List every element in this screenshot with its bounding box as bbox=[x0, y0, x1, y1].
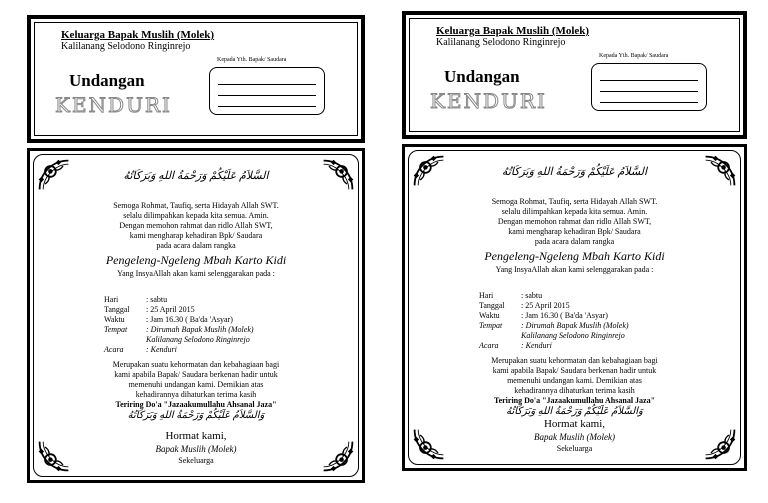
detail-label: Waktu bbox=[479, 311, 500, 320]
detail-row bbox=[479, 341, 552, 351]
recipient-address-box bbox=[209, 67, 325, 115]
event-name: Pengeleng-Ngeleng Mbah Karto Kidi bbox=[484, 249, 665, 263]
closing-line: Merupakan suatu kehormatan dan kebahagiaan bagi bbox=[112, 360, 280, 369]
detail-value: : Jam 16.30 ( Ba'da 'Asyar) bbox=[521, 311, 608, 320]
opening-line: Dengan memohon rahmat dan ridlo Allah SWT, bbox=[119, 221, 273, 230]
detail-value: : sabtu bbox=[521, 291, 543, 300]
opening-line: kami mengharap kehadiran Bpk/ Saudara bbox=[129, 231, 263, 240]
detail-label: Tanggal bbox=[104, 305, 130, 314]
recipient-label: Kepada Yth. Bapak/ Saudara bbox=[599, 53, 669, 59]
address-line bbox=[600, 102, 698, 103]
closing-line: kami apabila Bapak/ Saudara berkenan hadir untuk bbox=[492, 366, 657, 375]
detail-value: Kalilanang Selodono Ringinrejo bbox=[146, 335, 250, 344]
hormat-text: Hormat kami, bbox=[543, 418, 606, 430]
opening-line: pada acara dalam rangka bbox=[534, 237, 615, 246]
closing-line: memenuhi undangan kami. Demikian atas bbox=[507, 376, 642, 385]
envelope-card bbox=[402, 11, 747, 139]
envelope-subtitle: KENDURI bbox=[55, 93, 172, 117]
detail-row bbox=[104, 345, 177, 355]
detail-value: : sabtu bbox=[146, 295, 168, 304]
event-name: Pengeleng-Ngeleng Mbah Karto Kidi bbox=[105, 253, 287, 267]
sender-name: Bapak Muslih (Molek) bbox=[534, 432, 615, 442]
doa-text: Teriring Do'a "Jazaakumullahu Ahsanal Jaza" bbox=[493, 396, 656, 405]
sender-family-sign: Sekeluarga bbox=[556, 444, 593, 453]
wasalam-arabic: وَالسَّلاَمُ عَلَيْكُمْ وَرَحْمَةُ اللهِ وَبَرَكَاتُهُ bbox=[506, 406, 643, 417]
detail-row bbox=[479, 321, 629, 331]
invitation-inner-border bbox=[408, 150, 741, 465]
envelope-subtitle: KENDURI bbox=[430, 89, 547, 113]
closing-line: kami apabila Bapak/ Saudara berkenan hadir untuk bbox=[114, 370, 278, 379]
sender-family: Keluarga Bapak Muslih (Molek) bbox=[436, 25, 590, 37]
detail-value: : Dirumah Bapak Muslih (Molek) bbox=[146, 325, 254, 334]
detail-row bbox=[104, 315, 233, 325]
sender-name: Bapak Muslih (Molek) bbox=[155, 444, 237, 454]
detail-row bbox=[104, 295, 167, 305]
wasalam-arabic: وَالسَّلاَمُ عَلَيْكُمْ وَرَحْمَةُ اللهِ وَبَرَكَاتُهُ bbox=[127, 410, 265, 421]
detail-label: Acara bbox=[479, 341, 499, 350]
recipient-label: Kepada Yth. Bapak/ Saudara bbox=[217, 57, 287, 63]
opening-line: selalu dilimpahkan kepada kita semua. Amin. bbox=[123, 211, 269, 220]
invitation-inner-border bbox=[33, 154, 359, 477]
detail-label: Acara bbox=[104, 345, 124, 354]
detail-row bbox=[479, 301, 570, 311]
envelope-title: Undangan bbox=[69, 71, 145, 90]
address-line bbox=[600, 91, 698, 92]
closing-line: memenuhi undangan kami. Demikian atas bbox=[128, 380, 264, 389]
detail-value: Kalilanang Selodono Ringinrejo bbox=[521, 331, 625, 340]
held-text: Yang InsyaAllah akan kami selenggarakan pada : bbox=[117, 269, 275, 278]
doa-text: Teriring Do'a "Jazaakumullahu Ahsanal Jaza" bbox=[115, 400, 277, 409]
salam-arabic: السَّلاَمُ عَلَيْكُمْ وَرَحْمَةُ اللهِ وَبَرَكَاتُهُ bbox=[501, 166, 648, 178]
held-text: Yang InsyaAllah akan kami selenggarakan pada : bbox=[495, 265, 654, 274]
detail-row bbox=[479, 291, 542, 301]
invitation-card bbox=[27, 148, 365, 483]
opening-line: Dengan memohon rahmat dan ridlo Allah SWT, bbox=[497, 217, 652, 226]
detail-label: Tanggal bbox=[479, 301, 505, 310]
envelope-title: Undangan bbox=[444, 67, 520, 86]
address-line bbox=[218, 106, 316, 107]
detail-value: : Kenduri bbox=[146, 345, 177, 354]
detail-row bbox=[479, 331, 625, 341]
detail-row bbox=[104, 305, 195, 315]
detail-value: : 25 April 2015 bbox=[521, 301, 570, 310]
detail-value: : Jam 16.30 ( Ba'da 'Asyar) bbox=[146, 315, 233, 324]
detail-row bbox=[104, 335, 250, 345]
sender-family: Keluarga Bapak Muslih (Molek) bbox=[61, 29, 215, 41]
detail-label: Waktu bbox=[104, 315, 125, 324]
closing-line: kehadirannya dihaturkan terima kasih bbox=[135, 390, 257, 399]
address-line bbox=[218, 95, 316, 96]
detail-label: Tempat bbox=[479, 321, 503, 330]
opening-line: kami mengharap kehadiran Bpk/ Saudara bbox=[508, 227, 641, 236]
detail-row bbox=[104, 325, 254, 335]
detail-value: : Kenduri bbox=[521, 341, 552, 350]
address-line bbox=[600, 80, 698, 81]
detail-label: Hari bbox=[104, 295, 119, 304]
recipient-address-box bbox=[591, 63, 707, 111]
envelope-card bbox=[27, 15, 365, 143]
invitation-card bbox=[402, 144, 747, 471]
opening-line: Semoga Rohmat, Taufiq, serta Hidayah Allah SWT. bbox=[113, 201, 279, 210]
opening-line: Semoga Rohmat, Taufiq, serta Hidayah Allah SWT. bbox=[491, 197, 658, 206]
detail-value: : Dirumah Bapak Muslih (Molek) bbox=[521, 321, 629, 330]
detail-label: Tempat bbox=[104, 325, 128, 334]
sender-address: Kalilanang Selodono Ringinrejo bbox=[436, 37, 566, 48]
detail-value: : 25 April 2015 bbox=[146, 305, 195, 314]
closing-line: Merupakan suatu kehormatan dan kebahagiaan bagi bbox=[491, 356, 658, 365]
sender-address: Kalilanang Selodono Ringinrejo bbox=[61, 41, 191, 52]
hormat-text: Hormat kami, bbox=[165, 430, 227, 442]
salam-arabic: السَّلاَمُ عَلَيْكُمْ وَرَحْمَةُ اللهِ وَبَرَكَاتُهُ bbox=[123, 170, 269, 182]
detail-label: Hari bbox=[479, 291, 494, 300]
sender-family-sign: Sekeluarga bbox=[178, 456, 214, 465]
opening-line: pada acara dalam rangka bbox=[156, 241, 236, 250]
address-line bbox=[218, 84, 316, 85]
detail-row bbox=[479, 311, 608, 321]
opening-line: selalu dilimpahkan kepada kita semua. Amin. bbox=[501, 207, 648, 216]
closing-line: kehadirannya dihaturkan terima kasih bbox=[514, 386, 635, 395]
